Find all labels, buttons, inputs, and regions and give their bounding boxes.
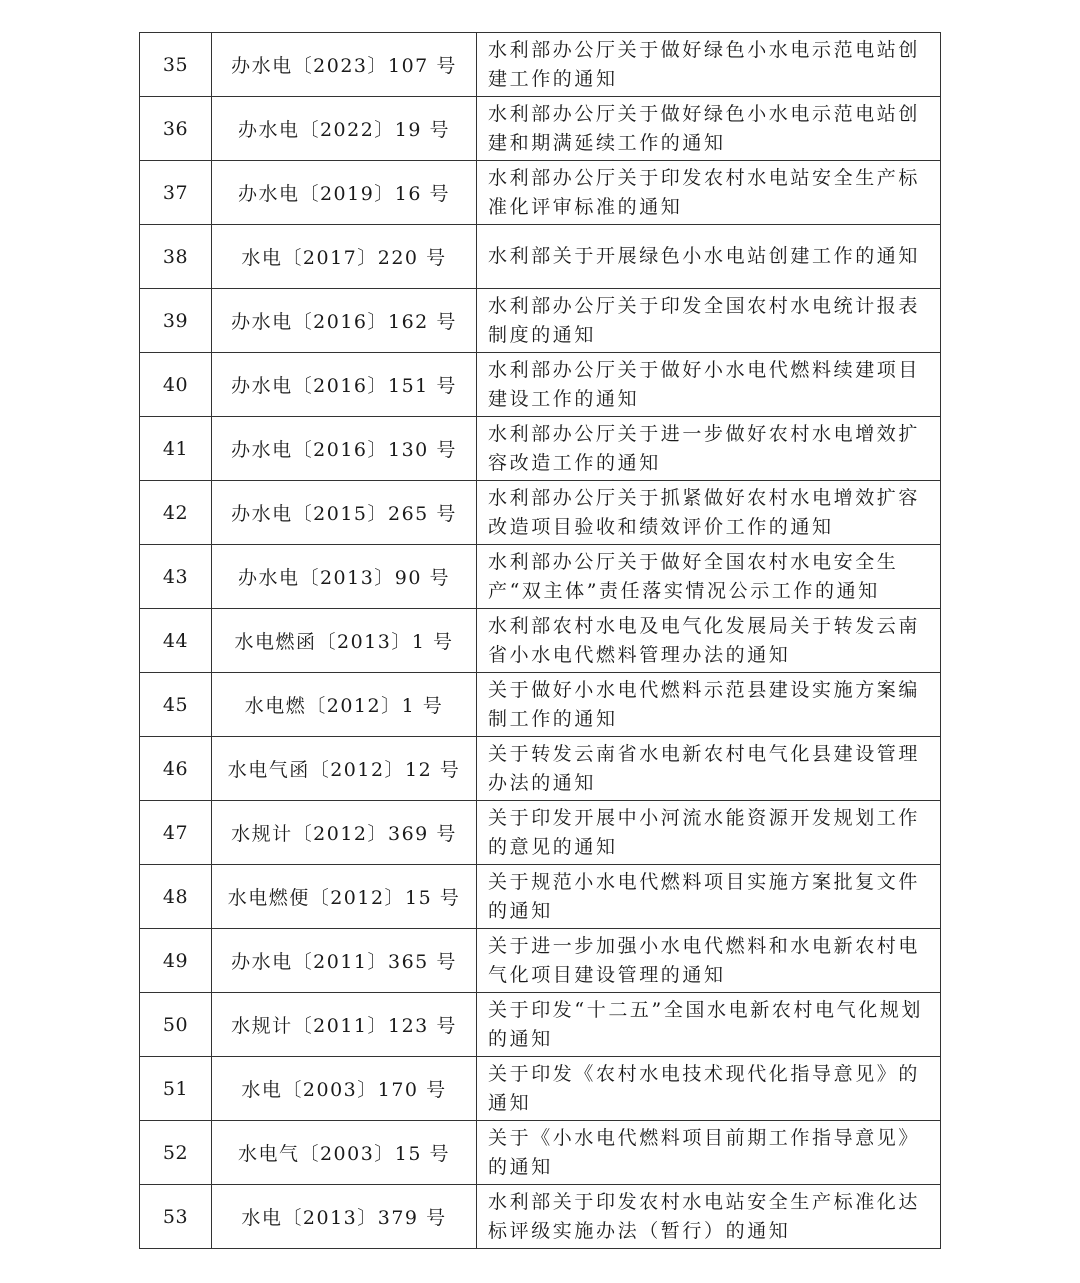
document-number: 办水电〔2015〕265 号 xyxy=(212,481,477,545)
document-number: 水电燃便〔2012〕15 号 xyxy=(212,865,477,929)
document-number: 办水电〔2019〕16 号 xyxy=(212,161,477,225)
document-title: 水利部办公厅关于做好绿色小水电示范电站创建和期满延续工作的通知 xyxy=(477,97,941,161)
document-title: 水利部办公厅关于做好全国农村水电安全生产“双主体”责任落实情况公示工作的通知 xyxy=(477,545,941,609)
row-number: 37 xyxy=(140,161,212,225)
row-number: 52 xyxy=(140,1121,212,1185)
table-row xyxy=(140,353,941,417)
document-number: 水规计〔2011〕123 号 xyxy=(212,993,477,1057)
row-number: 43 xyxy=(140,545,212,609)
table-row xyxy=(140,161,941,225)
row-number: 45 xyxy=(140,673,212,737)
document-title: 水利部关于开展绿色小水电站创建工作的通知 xyxy=(477,225,941,289)
document-number: 水电〔2013〕379 号 xyxy=(212,1185,477,1249)
document-title: 水利部办公厅关于进一步做好农村水电增效扩容改造工作的通知 xyxy=(477,417,941,481)
document-title: 关于《小水电代燃料项目前期工作指导意见》的通知 xyxy=(477,1121,941,1185)
document-title: 水利部农村水电及电气化发展局关于转发云南省小水电代燃料管理办法的通知 xyxy=(477,609,941,673)
document-number: 水电〔2017〕220 号 xyxy=(212,225,477,289)
document-number: 办水电〔2011〕365 号 xyxy=(212,929,477,993)
row-number: 41 xyxy=(140,417,212,481)
document-number: 办水电〔2016〕162 号 xyxy=(212,289,477,353)
table-row xyxy=(140,929,941,993)
table-row xyxy=(140,993,941,1057)
document-number: 水电燃函〔2013〕1 号 xyxy=(212,609,477,673)
document-title: 关于进一步加强小水电代燃料和水电新农村电气化项目建设管理的通知 xyxy=(477,929,941,993)
row-number: 48 xyxy=(140,865,212,929)
table-row xyxy=(140,97,941,161)
row-number: 39 xyxy=(140,289,212,353)
document-title: 水利部办公厅关于印发农村水电站安全生产标准化评审标准的通知 xyxy=(477,161,941,225)
table-row xyxy=(140,1121,941,1185)
row-number: 38 xyxy=(140,225,212,289)
table-row xyxy=(140,481,941,545)
document-number: 水电气函〔2012〕12 号 xyxy=(212,737,477,801)
document-title: 水利部办公厅关于抓紧做好农村水电增效扩容改造项目验收和绩效评价工作的通知 xyxy=(477,481,941,545)
document-title: 关于做好小水电代燃料示范县建设实施方案编制工作的通知 xyxy=(477,673,941,737)
document-table xyxy=(139,32,941,1249)
document-title: 水利部办公厅关于印发全国农村水电统计报表制度的通知 xyxy=(477,289,941,353)
table-row xyxy=(140,1185,941,1249)
document-title: 关于印发“十二五”全国水电新农村电气化规划的通知 xyxy=(477,993,941,1057)
document-number: 办水电〔2016〕130 号 xyxy=(212,417,477,481)
table-row xyxy=(140,545,941,609)
row-number: 36 xyxy=(140,97,212,161)
table-row xyxy=(140,865,941,929)
row-number: 42 xyxy=(140,481,212,545)
table-row xyxy=(140,609,941,673)
table-row xyxy=(140,673,941,737)
document-number: 办水电〔2016〕151 号 xyxy=(212,353,477,417)
document-number: 办水电〔2023〕107 号 xyxy=(212,33,477,97)
row-number: 49 xyxy=(140,929,212,993)
document-title: 关于印发《农村水电技术现代化指导意见》的通知 xyxy=(477,1057,941,1121)
document-number: 水电气〔2003〕15 号 xyxy=(212,1121,477,1185)
document-number: 办水电〔2022〕19 号 xyxy=(212,97,477,161)
row-number: 46 xyxy=(140,737,212,801)
table-row xyxy=(140,801,941,865)
document-title: 水利部关于印发农村水电站安全生产标准化达标评级实施办法（暂行）的通知 xyxy=(477,1185,941,1249)
document-title: 关于规范小水电代燃料项目实施方案批复文件的通知 xyxy=(477,865,941,929)
document-title: 水利部办公厅关于做好小水电代燃料续建项目建设工作的通知 xyxy=(477,353,941,417)
table-row xyxy=(140,1057,941,1121)
document-title: 关于印发开展中小河流水能资源开发规划工作的意见的通知 xyxy=(477,801,941,865)
row-number: 53 xyxy=(140,1185,212,1249)
table-row xyxy=(140,33,941,97)
document-number: 水规计〔2012〕369 号 xyxy=(212,801,477,865)
table-row xyxy=(140,225,941,289)
row-number: 40 xyxy=(140,353,212,417)
table-row xyxy=(140,289,941,353)
document-number: 水电〔2003〕170 号 xyxy=(212,1057,477,1121)
row-number: 51 xyxy=(140,1057,212,1121)
table-row xyxy=(140,737,941,801)
row-number: 47 xyxy=(140,801,212,865)
table-row xyxy=(140,417,941,481)
row-number: 35 xyxy=(140,33,212,97)
document-title: 水利部办公厅关于做好绿色小水电示范电站创建工作的通知 xyxy=(477,33,941,97)
document-number: 水电燃〔2012〕1 号 xyxy=(212,673,477,737)
row-number: 44 xyxy=(140,609,212,673)
document-number: 办水电〔2013〕90 号 xyxy=(212,545,477,609)
row-number: 50 xyxy=(140,993,212,1057)
document-title: 关于转发云南省水电新农村电气化县建设管理办法的通知 xyxy=(477,737,941,801)
